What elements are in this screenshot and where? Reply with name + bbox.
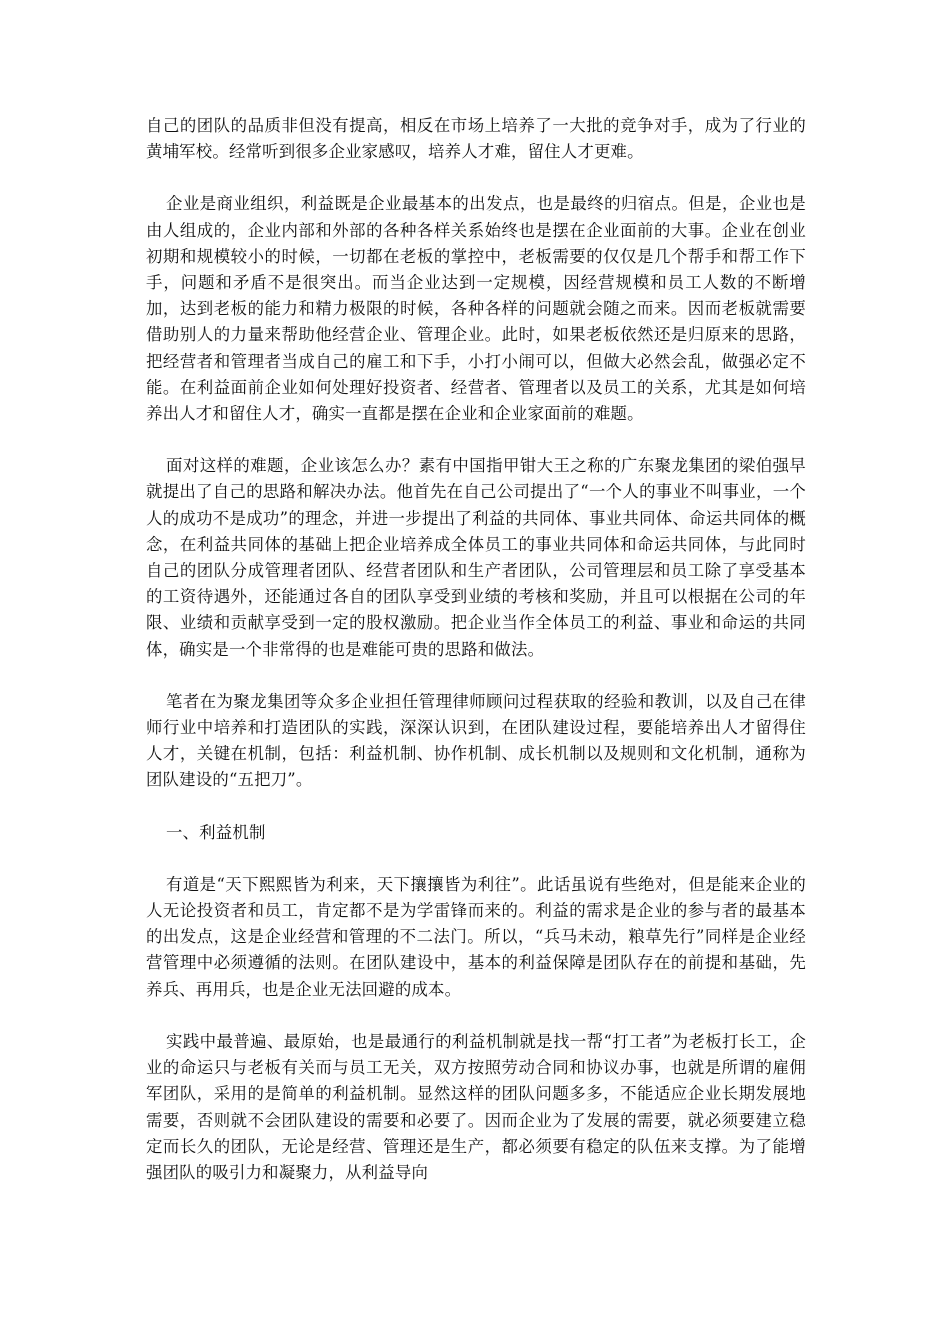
paragraph-2: 企业是商业组织，利益既是企业最基本的出发点，也是最终的归宿点。但是，企业也是由人组成的，企业内部和外部的各种各样关系始终也是摆在企业面前的大事。企业在创业初期和规模较小的时候，一切都在老板的掌控中，老板需要的仅仅是几个帮手和帮工作下手，问题和矛盾不是很突出。而当企业达到一定规模，因经营规模和员工人数的不断增加，达到老板的能力和精力极限的时候，各种各样的问题就会随之而来。因而老板就需要借助别人的力量来帮助他经营企业、管理企业。此时，如果老板依然还是归原来的思路，把经营者和管理者当成自己的雇工和下手，小打小闹可以，但做大必然会乱，做强必定不能。在利益面前企业如何处理好投资者、经营者、管理者以及员工的关系，尤其是如何培养出人才和留住人才，确实一直都是摆在企业和企业家面前的难题。	[146, 194, 806, 424]
paragraph-5: 有道是“天下熙熙皆为利来，天下攘攘皆为利往”。此话虽说有些绝对，但是能来企业的人无论投资者和员工，肯定都不是为学雷锋而来的。利益的需求是企业的参与者的最基本的出发点，这是企业经营和管理的不二法门。所以，“兵马未动，粮草先行”同样是企业经营管理中必须遵循的法则。在团队建设中，基本的利益保障是团队存在的前提和基础，先养兵、再用兵，也是企业无法回避的成本。	[146, 874, 806, 999]
paragraph-6: 实践中最普遍、最原始，也是最通行的利益机制就是找一帮“打工者”为老板打长工，企业的命运只与老板有关而与员工无关，双方按照劳动合同和协议办事，也就是所谓的雇佣军团队，采用的是简单的利益机制。显然这样的团队问题多多，不能适应企业长期发展地需要，否则就不会团队建设的需要和必要了。因而企业为了发展的需要，就必须要建立稳定而长久的团队，无论是经营、管理还是生产，都必须要有稳定的队伍来支撑。为了能增强团队的吸引力和凝聚力，从利益导向	[146, 1031, 806, 1182]
paragraph-1: 自己的团队的品质非但没有提高，相反在市场上培养了一大批的竞争对手，成为了行业的黄埔军校。经常听到很多企业家感叹，培养人才难，留住人才更难。	[146, 116, 806, 162]
paragraph-4: 笔者在为聚龙集团等众多企业担任管理律师顾问过程获取的经验和教训，以及自己在律师行业中培养和打造团队的实践，深深认识到，在团队建设过程，要能培养出人才留得住人才，关键在机制，包括：利益机制、协作机制、成长机制以及规则和文化机制，通称为团队建设的“五把刀”。	[146, 691, 806, 790]
section-heading: 一、利益机制	[166, 822, 266, 842]
paragraph-3: 面对这样的难题，企业该怎么办？素有中国指甲钳大王之称的广东聚龙集团的梁伯强早就提出了自己的思路和解决办法。他首先在自己公司提出了“一个人的事业不叫事业，一个人的成功不是成功”的理念，并进一步提出了利益的共同体、事业共同体、命运共同体的概念，在利益共同体的基础上把企业培养成全体员工的事业共同体和命运共同体，与此同时自己的团队分成管理者团队、经营者团队和生产者团队，公司管理层和员工除了享受基本的工资待遇外，还能通过各自的团队享受到业绩的考核和奖励，并且可以根据在公司的年限、业绩和贡献享受到一定的股权激励。把企业当作全体员工的利益、事业和命运的共同体，确实是一个非常得的也是难能可贵的思路和做法。	[146, 456, 806, 659]
document-body	[146, 113, 806, 1212]
